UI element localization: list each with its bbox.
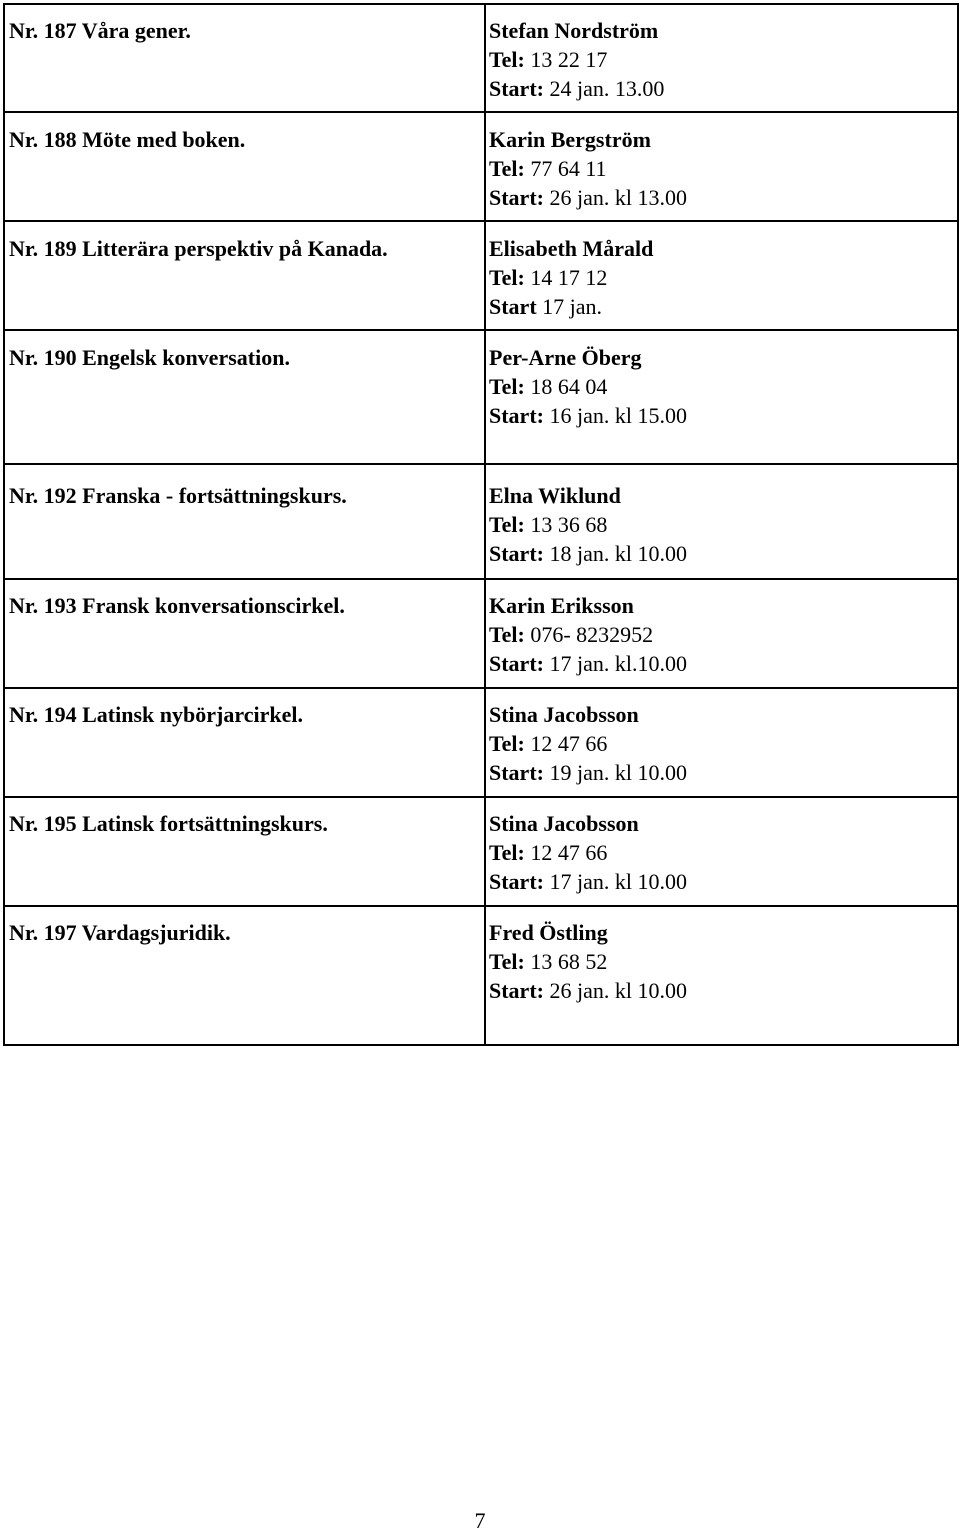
contact-start: [489, 401, 687, 430]
tel-value: 076- 8232952: [524, 622, 654, 647]
contact-name: Elna Wiklund: [489, 483, 621, 508]
tel-value: 77 64 11: [524, 156, 607, 181]
row-divider: [5, 463, 957, 465]
start-label: Start:: [489, 76, 544, 101]
course-title: Nr. 187 Våra gener.: [9, 18, 191, 43]
tel-label: Tel:: [489, 949, 525, 974]
contact-name: Karin Eriksson: [489, 593, 634, 618]
course-title: Nr. 189 Litterära perspektiv på Kanada.: [9, 236, 388, 261]
contact-phone: [489, 620, 687, 649]
tel-value: 12 47 66: [524, 731, 608, 756]
contact-start: [489, 649, 687, 678]
tel-value: 13 68 52: [524, 949, 608, 974]
contact-block: [489, 700, 687, 787]
contact-name: Per-Arne Öberg: [489, 345, 642, 370]
contact-phone: [489, 838, 687, 867]
contact-start: [489, 758, 687, 787]
start-value: 26 jan. kl 10.00: [543, 978, 687, 1003]
start-value: 26 jan. kl 13.00: [543, 185, 687, 210]
tel-value: 12 47 66: [524, 840, 608, 865]
contact-block: [489, 234, 653, 321]
course-title: Nr. 194 Latinsk nybörjarcirkel.: [9, 702, 303, 727]
column-divider: [484, 5, 486, 1044]
start-label: Start:: [489, 403, 544, 428]
contact-phone: [489, 45, 664, 74]
contact-start: [489, 539, 687, 568]
contact-block: [489, 591, 687, 678]
contact-phone: [489, 154, 687, 183]
contact-name: Karin Bergström: [489, 127, 651, 152]
tel-label: Tel:: [489, 47, 525, 72]
course-title: Nr. 192 Franska - fortsättningskurs.: [9, 483, 347, 508]
tel-label: Tel:: [489, 731, 525, 756]
tel-label: Tel:: [489, 265, 525, 290]
course-title: Nr. 195 Latinsk fortsättningskurs.: [9, 811, 328, 836]
start-value: 16 jan. kl 15.00: [543, 403, 687, 428]
contact-start: [489, 867, 687, 896]
course-title: Nr. 193 Fransk konversationscirkel.: [9, 593, 345, 618]
course-title: Nr. 190 Engelsk konversation.: [9, 345, 290, 370]
start-value: 19 jan. kl 10.00: [543, 760, 687, 785]
start-value: 17 jan. kl 10.00: [543, 869, 687, 894]
contact-phone: [489, 729, 687, 758]
tel-label: Tel:: [489, 840, 525, 865]
tel-value: 13 36 68: [524, 512, 608, 537]
row-divider: [5, 111, 957, 113]
course-table: [3, 3, 959, 1046]
contact-name: Stina Jacobsson: [489, 702, 639, 727]
contact-block: [489, 481, 687, 568]
contact-start: [489, 183, 687, 212]
tel-label: Tel:: [489, 622, 525, 647]
contact-name: Elisabeth Mårald: [489, 236, 654, 261]
contact-block: [489, 809, 687, 896]
row-divider: [5, 796, 957, 798]
contact-start: [489, 292, 653, 321]
start-label: Start:: [489, 978, 544, 1003]
row-divider: [5, 578, 957, 580]
start-label: Start:: [489, 651, 544, 676]
contact-phone: [489, 947, 687, 976]
tel-label: Tel:: [489, 156, 525, 181]
contact-start: [489, 74, 664, 103]
page-number: 7: [474, 1508, 486, 1533]
contact-name: Fred Östling: [489, 920, 608, 945]
contact-block: [489, 343, 687, 430]
contact-phone: [489, 372, 687, 401]
row-divider: [5, 329, 957, 331]
tel-label: Tel:: [489, 512, 525, 537]
contact-phone: [489, 263, 653, 292]
start-value: 24 jan. 13.00: [543, 76, 665, 101]
start-label: Start: [489, 294, 537, 319]
row-divider: [5, 687, 957, 689]
start-label: Start:: [489, 185, 544, 210]
course-title: Nr. 197 Vardagsjuridik.: [9, 920, 231, 945]
start-label: Start:: [489, 541, 544, 566]
row-divider: [5, 905, 957, 907]
contact-phone: [489, 510, 687, 539]
tel-value: 18 64 04: [524, 374, 608, 399]
start-value: 17 jan. kl.10.00: [543, 651, 687, 676]
contact-start: [489, 976, 687, 1005]
tel-value: 14 17 12: [524, 265, 608, 290]
contact-block: [489, 16, 664, 103]
course-title: Nr. 188 Möte med boken.: [9, 127, 246, 152]
contact-block: [489, 125, 687, 212]
contact-block: [489, 918, 687, 1005]
contact-name: Stina Jacobsson: [489, 811, 639, 836]
start-label: Start:: [489, 760, 544, 785]
tel-value: 13 22 17: [524, 47, 608, 72]
tel-label: Tel:: [489, 374, 525, 399]
start-label: Start:: [489, 869, 544, 894]
start-value: 18 jan. kl 10.00: [543, 541, 687, 566]
row-divider: [5, 220, 957, 222]
start-value: 17 jan.: [536, 294, 603, 319]
contact-name: Stefan Nordström: [489, 18, 659, 43]
